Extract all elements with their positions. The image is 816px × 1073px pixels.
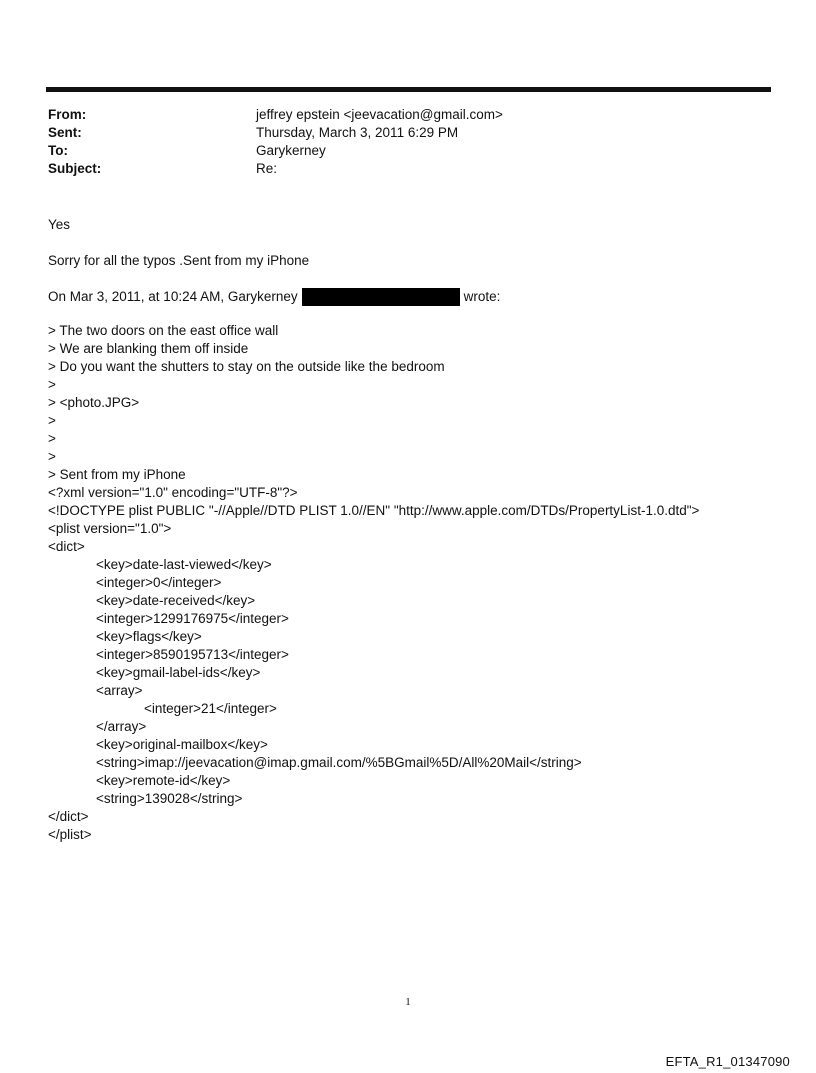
plist-key: <key>date-received</key> [96, 593, 256, 608]
plist-open: <plist version="1.0"> [48, 521, 172, 536]
sent-value: Thursday, March 3, 2011 6:29 PM [256, 125, 459, 140]
redaction-block [302, 288, 460, 306]
plist-value: <integer>0</integer> [96, 575, 222, 590]
quote-intro-wrote: wrote: [463, 289, 501, 304]
to-value: Garykerney [256, 143, 326, 158]
quoted-line: > The two doors on the east office wall [48, 323, 279, 338]
subject-value: Re: [256, 161, 278, 176]
quote-intro-text: On Mar 3, 2011, at 10:24 AM, Garykerney [48, 289, 298, 304]
plist-key: <key>flags</key> [96, 629, 202, 644]
plist-key: <key>gmail-label-ids</key> [96, 665, 261, 680]
plist-value: <string>139028</string> [96, 791, 243, 806]
sent-label: Sent: [48, 125, 82, 140]
plist-key: <key>date-last-viewed</key> [96, 557, 272, 572]
document-id: EFTA_R1_01347090 [665, 1054, 790, 1069]
quoted-line: > [48, 431, 56, 446]
plist-value: <integer>1299176975</integer> [96, 611, 289, 626]
message-body [48, 322, 699, 844]
email-header [48, 106, 503, 178]
array-item: <integer>21</integer> [144, 701, 277, 716]
from-row [48, 106, 503, 124]
quoted-line: > Do you want the shutters to stay on the outside like the bedroom [48, 359, 445, 374]
quoted-line: > We are blanking them off inside [48, 341, 249, 356]
quoted-line: > [48, 449, 56, 464]
plist-xml-decl: <?xml version="1.0" encoding="UTF-8"?> [48, 485, 298, 500]
array-open: <array> [96, 683, 143, 698]
plist-value: <integer>8590195713</integer> [96, 647, 289, 662]
quoted-line: > [48, 377, 56, 392]
subject-row [48, 160, 503, 178]
from-label: From: [48, 107, 87, 122]
plist-value: <string>imap://jeevacation@imap.gmail.com/%5BGmail%5D/All%20Mail</string> [96, 755, 582, 770]
array-close: </array> [96, 719, 147, 734]
subject-label: Subject: [48, 161, 102, 176]
from-value: jeffrey epstein <jeevacation@gmail.com> [256, 107, 503, 122]
quote-intro [48, 288, 500, 306]
quoted-line: > Sent from my iPhone [48, 467, 186, 482]
plist-key: <key>remote-id</key> [96, 773, 231, 788]
plist-close: </plist> [48, 827, 92, 842]
reply-text: Yes [48, 217, 71, 232]
plist-doctype: <!DOCTYPE plist PUBLIC "-//Apple//DTD PLIST 1.0//EN" "http://www.apple.com/DTDs/PropertyList-1.0.dtd"> [48, 503, 700, 518]
to-row [48, 142, 503, 160]
sent-row [48, 124, 503, 142]
header-rule [46, 87, 771, 92]
signature-text: Sorry for all the typos .Sent from my iPhone [48, 253, 310, 268]
to-label: To: [48, 143, 68, 158]
quoted-line: > [48, 413, 56, 428]
quoted-line: > <photo.JPG> [48, 395, 140, 410]
dict-open: <dict> [48, 539, 85, 554]
plist-key: <key>original-mailbox</key> [96, 737, 268, 752]
dict-close: </dict> [48, 809, 89, 824]
page-number: 1 [405, 996, 411, 1008]
